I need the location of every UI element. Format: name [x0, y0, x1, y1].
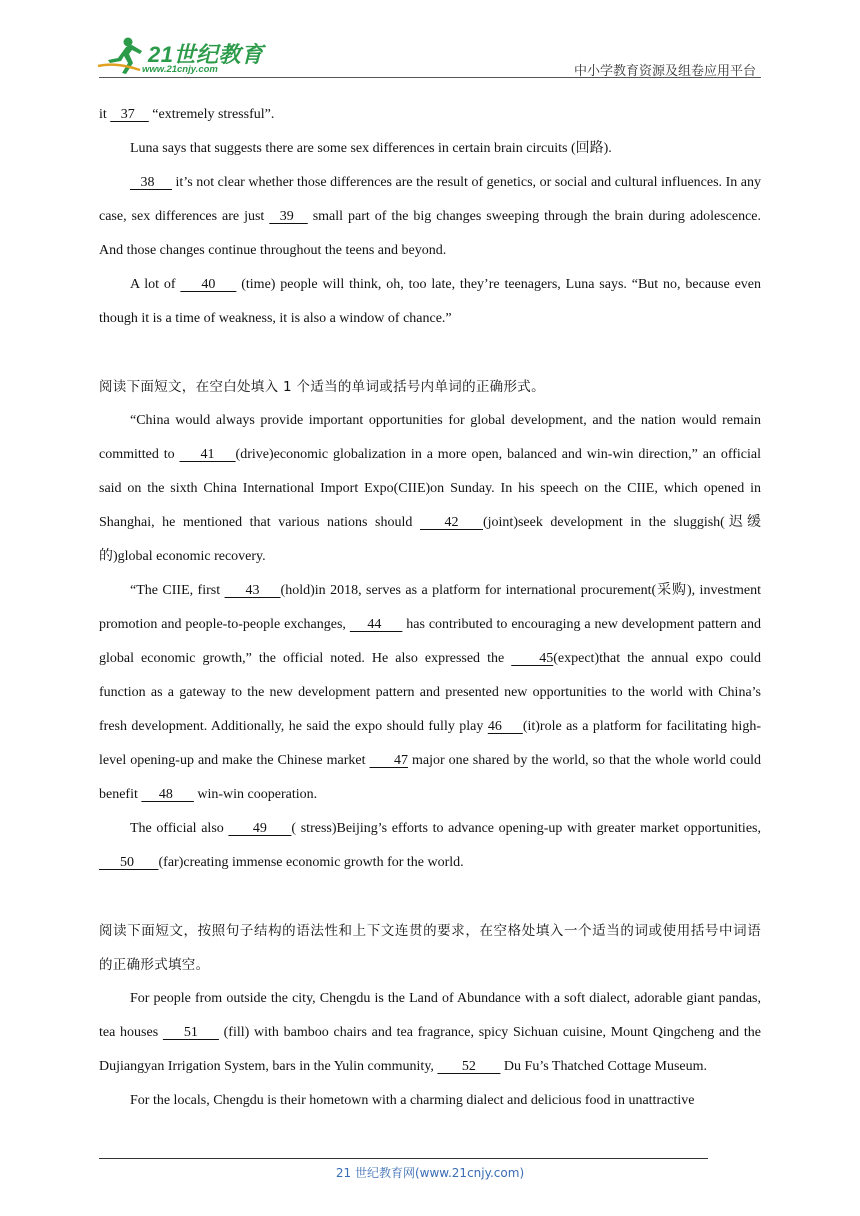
- answer-blank-44[interactable]: 44: [349, 617, 403, 632]
- answer-blank-45[interactable]: 45: [511, 651, 554, 666]
- answer-blank-51[interactable]: 51: [162, 1025, 219, 1040]
- answer-blank-52[interactable]: 52: [437, 1059, 501, 1074]
- brand-url: www.21cnjy.com: [142, 64, 218, 75]
- section-instruction: 阅读下面短文，按照句子结构的语法性和上下文连贯的要求，在空格处填入一个适当的词或使用括号中词语的正确形式填空。: [99, 923, 761, 973]
- answer-blank-46[interactable]: 46: [487, 719, 523, 734]
- document-body: [99, 98, 761, 1118]
- paragraph: “The CIIE, first 43 (hold)in 2018, serves as a platform for international procurement(采购), investment promotion and people-to-people exchanges, 44 has contributed to encouraging a new development pattern and global economic growth,” the official noted. He also expressed the 45(expect)that the annual expo could function as a gateway to the new development pattern and presented new opportunities to the world with China’s fresh development. Additionally, he said the expo should fully play 46 (it)role as a platform for facilitating high-level opening-up and make the Chinese market 47 major one shared by the world, so that the whole world could benefit 48 win-win cooperation.: [99, 574, 761, 812]
- answer-blank-37[interactable]: 37: [110, 107, 149, 122]
- answer-blank-43[interactable]: 43: [224, 583, 281, 598]
- answer-blank-41[interactable]: 41: [179, 447, 236, 462]
- paragraph: A lot of 40 (time) people will think, oh, too late, they’re teenagers, Luna says. “But no, because even though it is a time of weakness, it is also a window of chance.”: [99, 268, 761, 336]
- brand-name: 21世纪教育: [148, 42, 264, 67]
- page-header: [0, 0, 860, 80]
- paragraph: “China would always provide important opportunities for global development, and the nation would remain committed to 41 (drive)economic globalization in a more open, balanced and win-win direction,” an official said on the sixth China International Import Expo(CIIE)on Sunday. In his speech on the CIIE, which opened in Shanghai, he mentioned that various nations should 42 (joint)seek development in the sluggish(迟缓的)global economic recovery.: [99, 413, 761, 564]
- section-instruction: 阅读下面短文，在空白处填入 1 个适当的单词或括号内单词的正确形式。: [99, 379, 545, 395]
- header-divider: [99, 77, 761, 78]
- paragraph: For the locals, Chengdu is their hometown with a charming dialect and delicious food in unattractive: [130, 1093, 695, 1108]
- paragraph: it 37 “extremely stressful”.: [99, 98, 761, 132]
- paragraph: The official also 49 ( stress)Beijing’s efforts to advance opening-up with greater market opportunities, 50 (far)creating immense economic growth for the world.: [99, 812, 761, 880]
- answer-blank-50[interactable]: 50: [99, 855, 159, 870]
- answer-blank-39[interactable]: 39: [269, 209, 308, 224]
- answer-blank-49[interactable]: 49: [228, 821, 292, 836]
- paragraph: 38 it’s not clear whether those differences are the result of genetics, or social and cultural influences. In any case, sex differences are just 39 small part of the big changes sweeping through the brain during adolescence. And those changes continue throughout the teens and beyond.: [99, 166, 761, 268]
- header-tagline: 中小学教育资源及组卷应用平台: [573, 64, 756, 79]
- paragraph: Luna says that suggests there are some sex differences in certain brain circuits (回路).: [130, 141, 612, 156]
- answer-blank-42[interactable]: 42: [419, 515, 483, 530]
- answer-blank-48[interactable]: 48: [141, 787, 194, 802]
- footer-divider: [99, 1158, 708, 1159]
- answer-blank-40[interactable]: 40: [180, 277, 237, 292]
- answer-blank-47[interactable]: 47: [369, 753, 408, 768]
- paragraph: For people from outside the city, Chengdu is the Land of Abundance with a soft dialect, adorable giant pandas, tea houses 51 (fill) with bamboo chairs and tea fragrance, spicy Sichuan cuisine, Mount Qingcheng and the Dujiangyan Irrigation System, bars in the Yulin community, 52 Du Fu’s Thatched Cottage Museum.: [99, 982, 761, 1084]
- answer-blank-38[interactable]: 38: [130, 175, 172, 190]
- runner-logo-icon: [96, 36, 148, 76]
- site-logo[interactable]: [96, 36, 266, 80]
- footer-link[interactable]: 21 世纪教育网(www.21cnjy.com): [335, 1166, 525, 1180]
